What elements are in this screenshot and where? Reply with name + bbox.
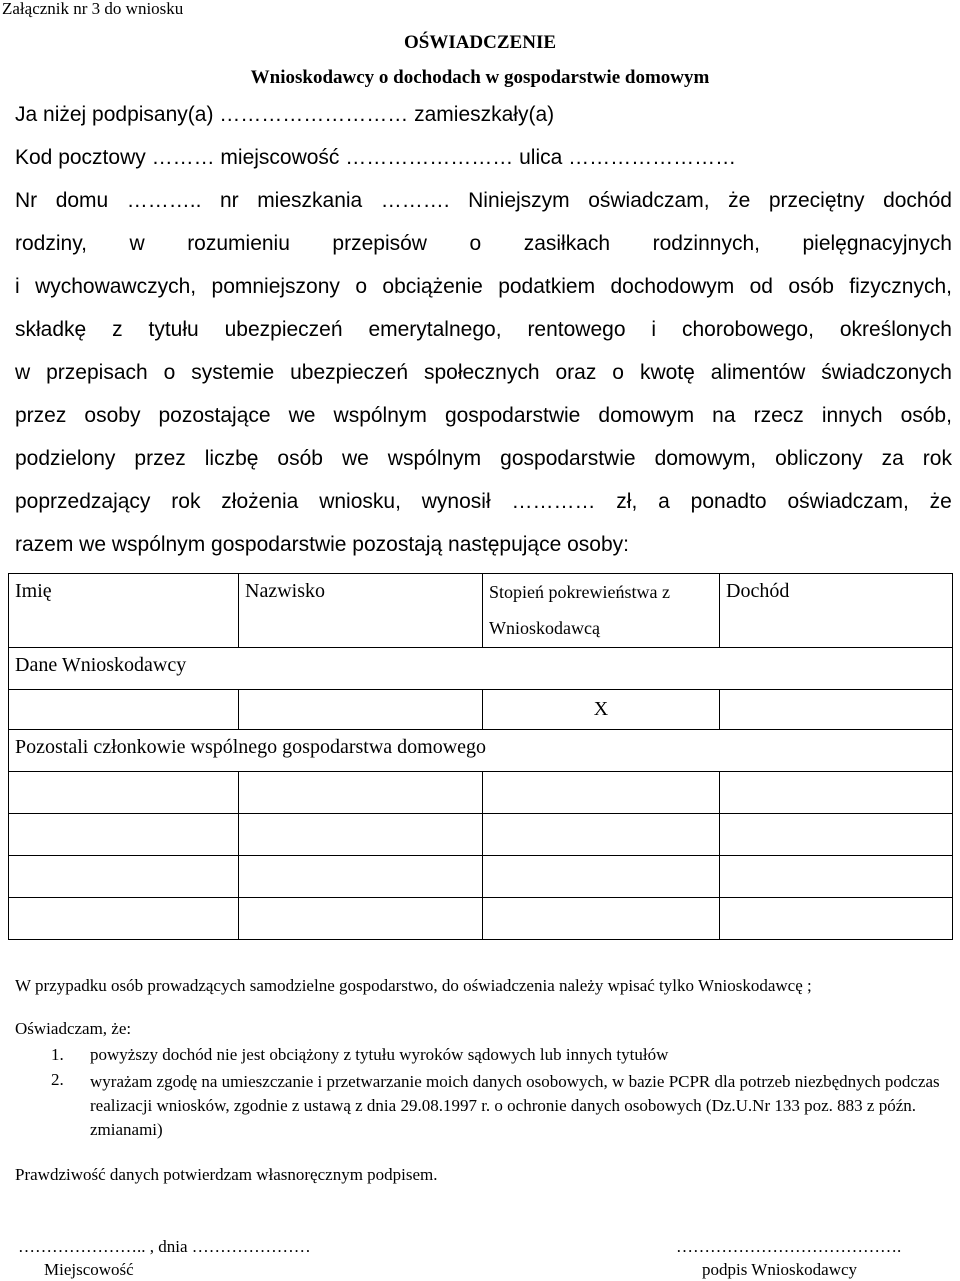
document-title: OŚWIADCZENIE bbox=[403, 32, 557, 53]
applicant-last-name-cell[interactable] bbox=[239, 690, 483, 730]
header-first-name: Imię bbox=[9, 574, 239, 648]
applicant-section-label: Dane Wnioskodawcy bbox=[9, 648, 953, 690]
declare-label: Oświadczam, że: bbox=[15, 1019, 132, 1038]
body-line-7: w przepisach o systemie ubezpieczeń społecznych oraz o kwotę alimentów świadczonych bbox=[15, 361, 952, 384]
body-line-3: Nr domu ……….. nr mieszkania ………. Niniejszym oświadczam, że przeciętny dochód bbox=[15, 189, 952, 212]
member-income-cell[interactable] bbox=[720, 898, 953, 940]
body-line-1: Ja niżej podpisany(a) ……………………… zamieszkały(a) bbox=[15, 103, 555, 126]
member-relation-cell[interactable] bbox=[483, 772, 720, 814]
applicant-relation-cell bbox=[483, 690, 720, 730]
member-last-name-cell[interactable] bbox=[239, 814, 483, 856]
body-line-8: przez osoby pozostające we wspólnym gospodarstwie domowym na rzecz innych osób, bbox=[15, 404, 952, 427]
body-line-2: Kod pocztowy ……… miejscowość …………………… ulica …………………… bbox=[15, 146, 737, 169]
member-last-name-cell[interactable] bbox=[239, 772, 483, 814]
body-line-9: podzielony przez liczbę osób we wspólnym gospodarstwie domowym, obliczony za rok bbox=[15, 447, 952, 470]
member-income-cell[interactable] bbox=[720, 772, 953, 814]
household-members-table bbox=[8, 573, 953, 940]
member-relation-cell[interactable] bbox=[483, 814, 720, 856]
place-date-dots[interactable]: ………………….. , dnia ………………… bbox=[18, 1237, 311, 1256]
body-line-4: rodziny, w rozumieniu przepisów o zasiłkach rodzinnych, pielęgnacyjnych bbox=[15, 232, 952, 255]
body-line-5: i wychowawczych, pomniejszony o obciążenie podatkiem dochodowym od osób fizycznych, bbox=[15, 275, 952, 298]
body-line-11: razem we wspólnym gospodarstwie pozostają następujące osoby: bbox=[15, 533, 629, 556]
member-income-cell[interactable] bbox=[720, 856, 953, 898]
item-2-number: 2. bbox=[51, 1070, 64, 1089]
member-first-name-cell[interactable] bbox=[9, 772, 239, 814]
applicant-income-cell[interactable] bbox=[720, 690, 953, 730]
member-first-name-cell[interactable] bbox=[9, 856, 239, 898]
signature-label: podpis Wnioskodawcy bbox=[702, 1260, 858, 1279]
place-label: Miejscowość bbox=[44, 1260, 134, 1279]
annex-label: Załącznik nr 3 do wniosku bbox=[2, 0, 184, 18]
member-relation-cell[interactable] bbox=[483, 898, 720, 940]
header-last-name: Nazwisko bbox=[239, 574, 483, 648]
relation-x-mark: X bbox=[593, 698, 609, 720]
member-first-name-cell[interactable] bbox=[9, 898, 239, 940]
header-income: Dochód bbox=[720, 574, 953, 648]
member-last-name-cell[interactable] bbox=[239, 856, 483, 898]
member-last-name-cell[interactable] bbox=[239, 898, 483, 940]
body-line-6: składkę z tytułu ubezpieczeń emerytalnego, rentowego i chorobowego, określonych bbox=[15, 318, 952, 341]
item-2-text: wyrażam zgodę na umieszczanie i przetwarzanie moich danych osobowych, w bazie PCPR dla potrzeb niezbędnych podczas realizacji wniosków, zgodnie z ustawą z dnia 29.08.1997 r. o ochronie danych osobowych (Dz.U.Nr 133 poz. 883 z późn. zmianami) bbox=[90, 1072, 940, 1139]
item-1-number: 1. bbox=[51, 1045, 64, 1064]
applicant-first-name-cell[interactable] bbox=[9, 690, 239, 730]
document-subtitle: Wnioskodawcy o dochodach w gospodarstwie domowym bbox=[250, 67, 710, 88]
others-section-label: Pozostali członkowie wspólnego gospodarstwa domowego bbox=[9, 730, 953, 772]
confirm-text: Prawdziwość danych potwierdzam własnoręcznym podpisem. bbox=[15, 1165, 438, 1184]
signature-dots[interactable]: …………………………………. bbox=[676, 1237, 902, 1256]
member-relation-cell[interactable] bbox=[483, 856, 720, 898]
note-text: W przypadku osób prowadzących samodzielne gospodarstwo, do oświadczenia należy wpisać tylko Wnioskodawcę ; bbox=[15, 976, 812, 995]
body-line-10: poprzedzający rok złożenia wniosku, wynosił ………… zł, a ponadto oświadczam, że bbox=[15, 490, 952, 513]
member-first-name-cell[interactable] bbox=[9, 814, 239, 856]
header-relation: Stopień pokrewieństwa z Wnioskodawcą bbox=[483, 574, 720, 648]
item-1-text: powyższy dochód nie jest obciążony z tytułu wyroków sądowych lub innych tytułów bbox=[90, 1045, 669, 1064]
member-income-cell[interactable] bbox=[720, 814, 953, 856]
